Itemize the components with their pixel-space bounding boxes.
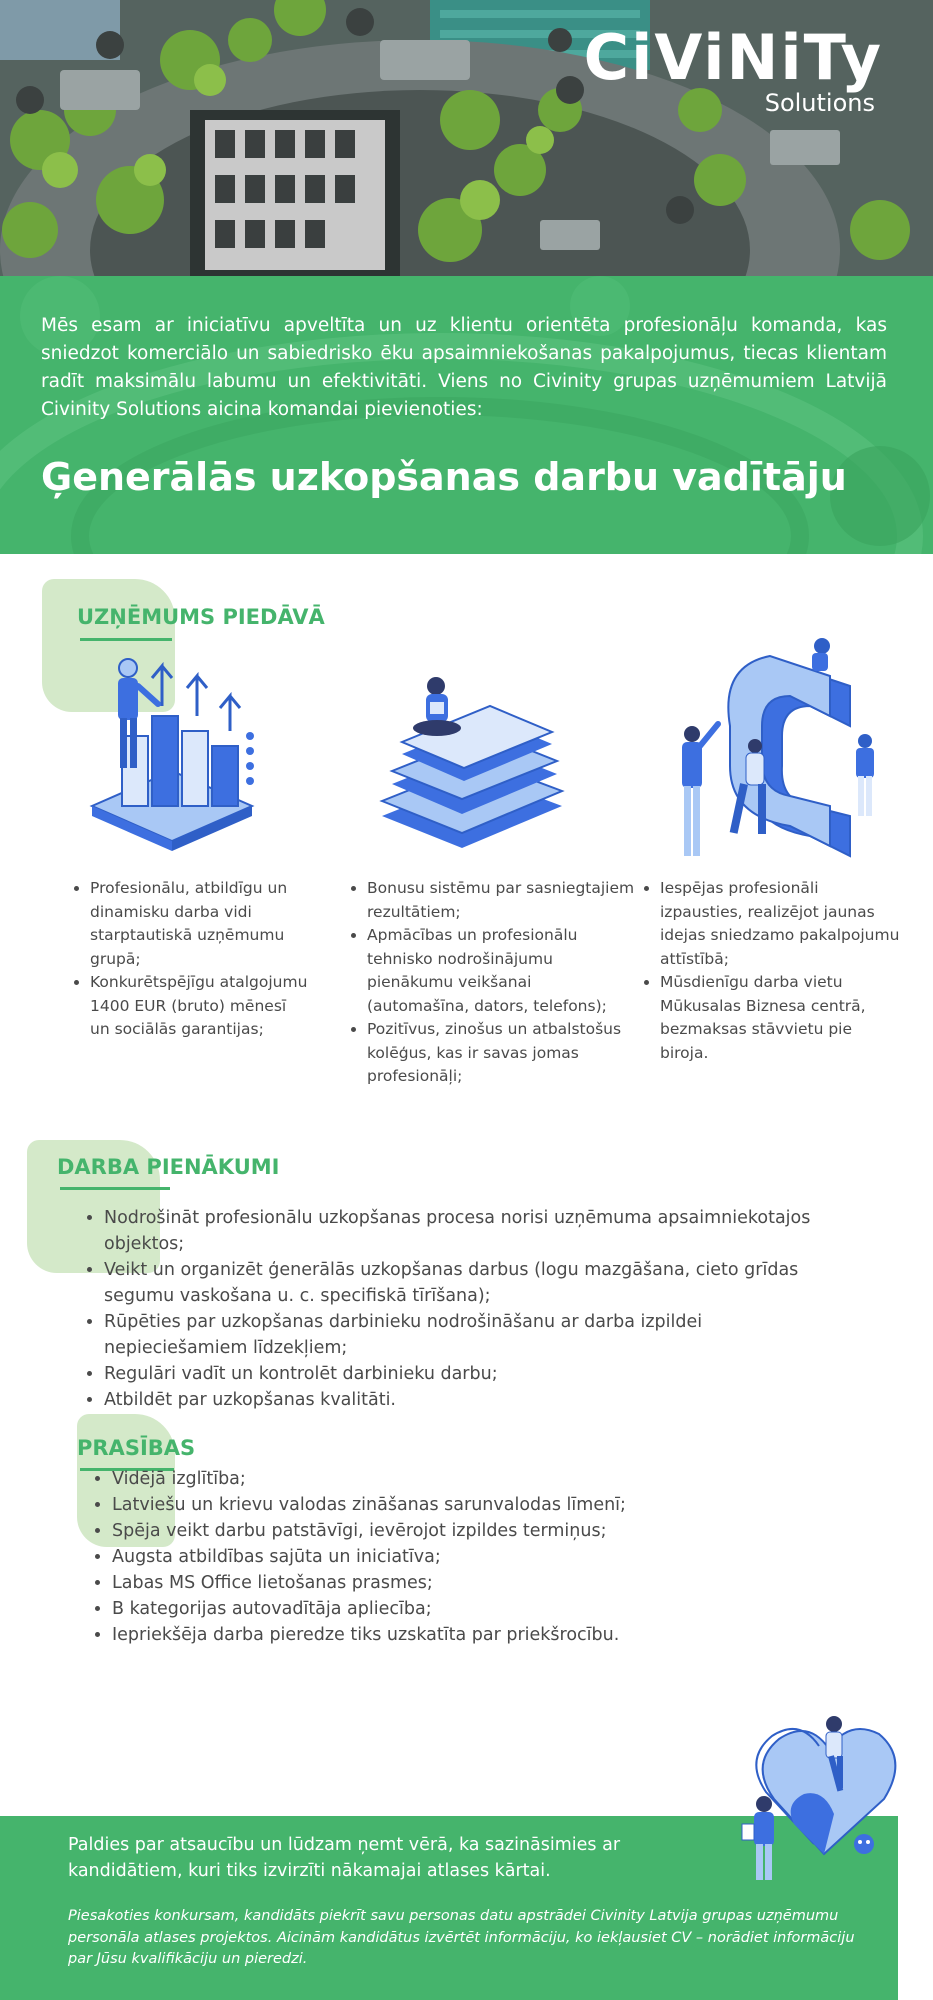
job-title: Ģenerālās uzkopšanas darbu vadītāju xyxy=(41,455,847,499)
logo-subtitle: Solutions xyxy=(764,89,875,117)
team-letter-c-illustration xyxy=(660,636,900,876)
offer-column-1 xyxy=(70,877,310,1042)
list-item: • Atbildēt par uzkopšanas kvalitāti. xyxy=(104,1387,840,1413)
list-item: • Pozitīvus, zinošus un atbalstošus kolēģus, kas ir savas jomas profesionāļi; xyxy=(367,1018,637,1089)
list-item: • Latviešu un krievu valodas zināšanas sarunvalodas līmenī; xyxy=(112,1492,848,1518)
list-item: • Nodrošināt profesionālu uzkopšanas procesa norisi uzņēmuma apsaimniekotajos objektos; xyxy=(104,1205,840,1257)
list-item: • Konkurētspējīgu atalgojumu 1400 EUR (bruto) mēnesī un sociālās garantijas; xyxy=(90,971,310,1042)
list-item: • Mūsdienīgu darba vietu Mūkusalas Biznesa centrā, bezmaksas stāvvietu pie biroja. xyxy=(660,971,902,1065)
civinity-logo xyxy=(583,21,883,118)
duties-list xyxy=(80,1205,840,1413)
offer-heading: UZŅĒMUMS PIEDĀVĀ xyxy=(77,605,325,629)
list-item: • Iepriekšēja darba pieredze tiks uzskatīta par priekšrocību. xyxy=(112,1622,848,1648)
hero-photo xyxy=(0,0,933,276)
offer-column-2 xyxy=(347,877,637,1089)
growth-chart-illustration xyxy=(82,656,262,856)
duties-heading: DARBA PIENĀKUMI xyxy=(57,1155,280,1179)
footer-thanks-text: Paldies par atsaucību un lūdzam ņemt vērā, ka sazināsimies ar kandidātiem, kuri tiks izvirzīti nākamajai atlases kārtai. xyxy=(68,1835,621,1881)
list-item: • Labas MS Office lietošanas prasmes; xyxy=(112,1570,848,1596)
footer-privacy-note: Piesakoties konkursam, kandidāts piekrīt savu personas datu apstrādei Civinity Latvija grupas uzņēmumu personāla atlases projektos. Aicinām kandidātus izvērtēt informāciju, ko iekļausiet CV – norādiet informāciju par Jūsu kvalifikāciju un pieredzi. xyxy=(68,1908,855,1967)
requirements-heading: PRASĪBAS xyxy=(77,1436,196,1460)
list-item: • Regulāri vadīt un kontrolēt darbinieku darbu; xyxy=(104,1361,840,1387)
logo-wordmark: CiViNiTy xyxy=(583,21,883,94)
intro-band xyxy=(0,276,933,554)
list-item: • Profesionālu, atbildīgu un dinamisku darba vidi starptautiskā uzņēmumu grupā; xyxy=(90,877,310,971)
list-item: • Spēja veikt darbu patstāvīgi, ievērojot izpildes termiņus; xyxy=(112,1518,848,1544)
list-item: • Augsta atbildības sajūta un iniciatīva; xyxy=(112,1544,848,1570)
offer-column-3 xyxy=(640,877,902,1065)
list-item: • Apmācības un profesionālu tehnisko nodrošinājumu pienākumu veikšanai (automašīna, dators, telefons); xyxy=(367,924,637,1018)
books-learning-illustration xyxy=(372,676,572,866)
list-item: • Bonusu sistēmu par sasniegtajiem rezultātiem; xyxy=(367,877,637,924)
intro-paragraph: Mēs esam ar iniciatīvu apveltīta un uz klientu orientēta profesionāļu komanda, kas sniedzot komerciālo un sabiedrisko ēku apsaimniekošanas pakalpojumus, tiecas klientam radīt maksimālu labumu un efektivitāti. Viens no Civinity grupas uzņēmumiem Latvijā Civinity Solutions aicina komandai pievienoties: xyxy=(41,315,887,420)
list-item: • Vidējā izglītība; xyxy=(112,1466,848,1492)
list-item: • Veikt un organizēt ģenerālās uzkopšanas darbus (logu mazgāšana, cieto grīdas segumu vaskošana u. c. specifiskā tīrīšana); xyxy=(104,1257,840,1309)
heart-team-illustration xyxy=(734,1704,914,1884)
duties-heading-underline xyxy=(60,1187,170,1190)
list-item: • Rūpēties par uzkopšanas darbinieku nodrošināšanu ar darba izpildei nepieciešamiem līdzekļiem; xyxy=(104,1309,840,1361)
list-item: • Iespējas profesionāli izpausties, realizējot jaunas idejas sniedzamo pakalpojumu attīstībā; xyxy=(660,877,902,971)
offer-heading-underline xyxy=(80,638,172,641)
requirements-list xyxy=(88,1466,848,1648)
list-item: • B kategorijas autovadītāja apliecība; xyxy=(112,1596,848,1622)
